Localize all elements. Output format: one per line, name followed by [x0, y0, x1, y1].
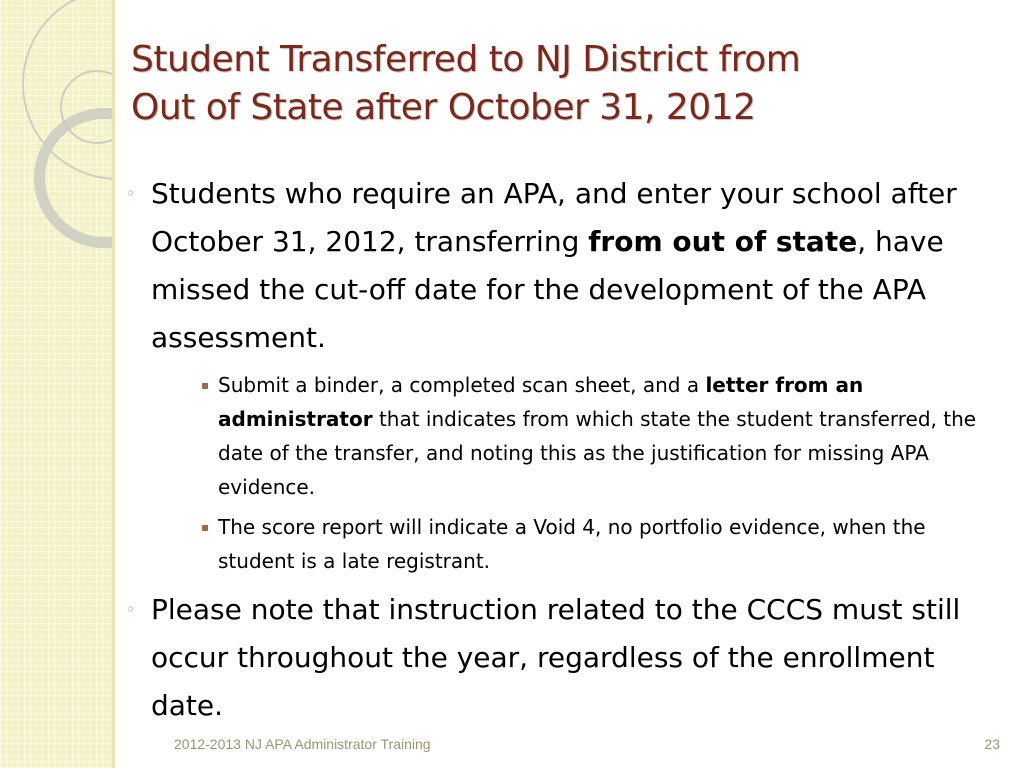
sub-bullet-1	[201, 368, 1006, 504]
sub-bullet-1-bold: letter from an administrator	[218, 373, 864, 431]
sub-bullet-marker: ▪	[201, 378, 210, 392]
slide-title	[131, 36, 991, 132]
bullet-marker: ◦	[126, 184, 136, 203]
slide-title-line-1: Student Transferred to NJ District from	[131, 39, 801, 80]
sub-bullet-marker: ▪	[201, 520, 210, 534]
bullet-1-text-b: , have missed the cut-off date for the development of the APA assessment.	[151, 225, 944, 354]
sub-bullet-2	[201, 510, 1006, 578]
bullet-marker: ◦	[126, 600, 136, 619]
bullet-2-text: Please note that instruction related to the CCCS must still occur throughout the year, regardless of the enrollment date.	[151, 593, 961, 722]
bullet-1	[126, 170, 1006, 362]
slide-title-line-2: Out of State after October 31, 2012	[131, 87, 756, 128]
bullet-2	[126, 586, 1006, 730]
sidebar-divider	[112, 0, 115, 768]
slide-content	[126, 170, 1006, 730]
sub-bullet-1-text-a: Submit a binder, a completed scan sheet, and a	[218, 373, 706, 397]
sub-bullet-2-text: The score report will indicate a Void 4, no portfolio evidence, when the student is a late registrant.	[218, 515, 926, 573]
decorative-sidebar	[0, 0, 112, 768]
bullet-1-bold: from out of state	[588, 225, 858, 258]
bullet-1-text-a: Students who require an APA, and enter your school after October 31, 2012, transferring	[151, 177, 957, 258]
sub-bullet-1-text-b: that indicates from which state the student transferred, the date of the transfer, and noting this as the justification for missing APA evidence.	[218, 407, 977, 499]
slide-number: 23	[984, 736, 1000, 752]
footer-text: 2012-2013 NJ APA Administrator Training	[174, 736, 431, 752]
